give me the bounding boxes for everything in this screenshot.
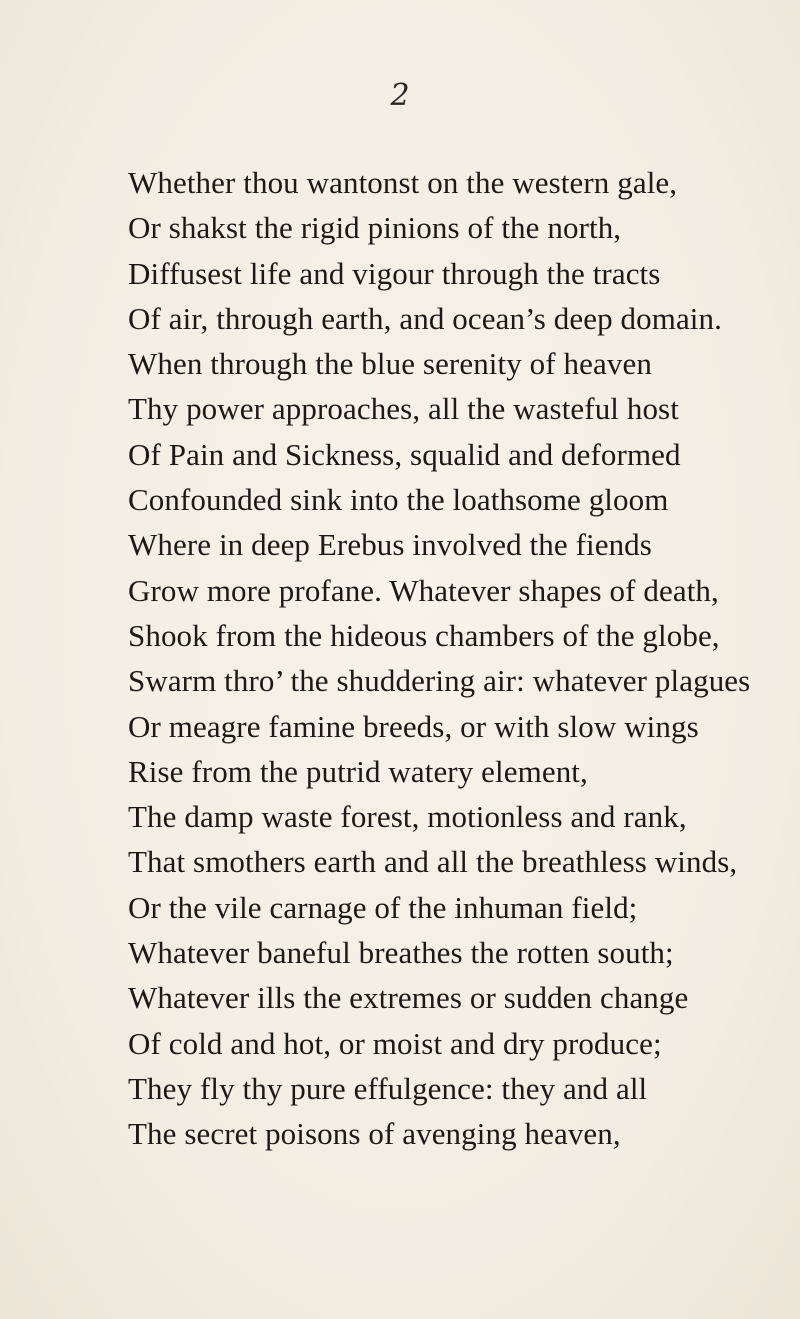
poem-line: The secret poisons of avenging heaven,: [128, 1116, 621, 1152]
poem-line: Of Pain and Sickness, squalid and deformed: [128, 436, 681, 472]
poem-line: Whether thou wantonst on the western gale,: [128, 165, 678, 200]
poem-line: Of air, through earth, and ocean’s deep domain.: [128, 300, 722, 336]
poem-line: Or meagre famine breeds, or with slow wings: [128, 708, 699, 744]
poem-line: Thy power approaches, all the wasteful host: [128, 391, 679, 427]
poem-line: Grow more profane. Whatever shapes of death,: [128, 572, 719, 608]
poem-line: The damp waste forest, motionless and rank,: [128, 799, 687, 835]
poem-line: They fly thy pure effulgence: they and all: [128, 1070, 648, 1106]
poem-line: Diffusest life and vigour through the tracts: [128, 255, 661, 291]
poem-line: Confounded sink into the loathsome gloom: [128, 482, 669, 518]
poem-line: Whatever baneful breathes the rotten south;: [128, 935, 674, 971]
poem-line: Rise from the putrid watery element,: [128, 753, 588, 789]
page-number: 2: [390, 78, 410, 113]
poem-line: Shook from the hideous chambers of the globe,: [128, 617, 720, 653]
poem-line: Whatever ills the extremes or sudden change: [128, 980, 689, 1016]
poem-line: When through the blue serenity of heaven: [128, 346, 652, 382]
poem-text: [128, 160, 750, 1157]
poem-line: That smothers earth and all the breathless winds,: [128, 844, 738, 880]
poem-line: Or shakst the rigid pinions of the north,: [128, 210, 622, 246]
poem-line: Swarm thro’ the shuddering air: whatever plagues: [128, 663, 751, 699]
poem-line: Of cold and hot, or moist and dry produce;: [128, 1025, 662, 1061]
poem-line: Or the vile carnage of the inhuman field;: [128, 889, 638, 925]
poem-line: Where in deep Erebus involved the fiends: [128, 527, 652, 563]
